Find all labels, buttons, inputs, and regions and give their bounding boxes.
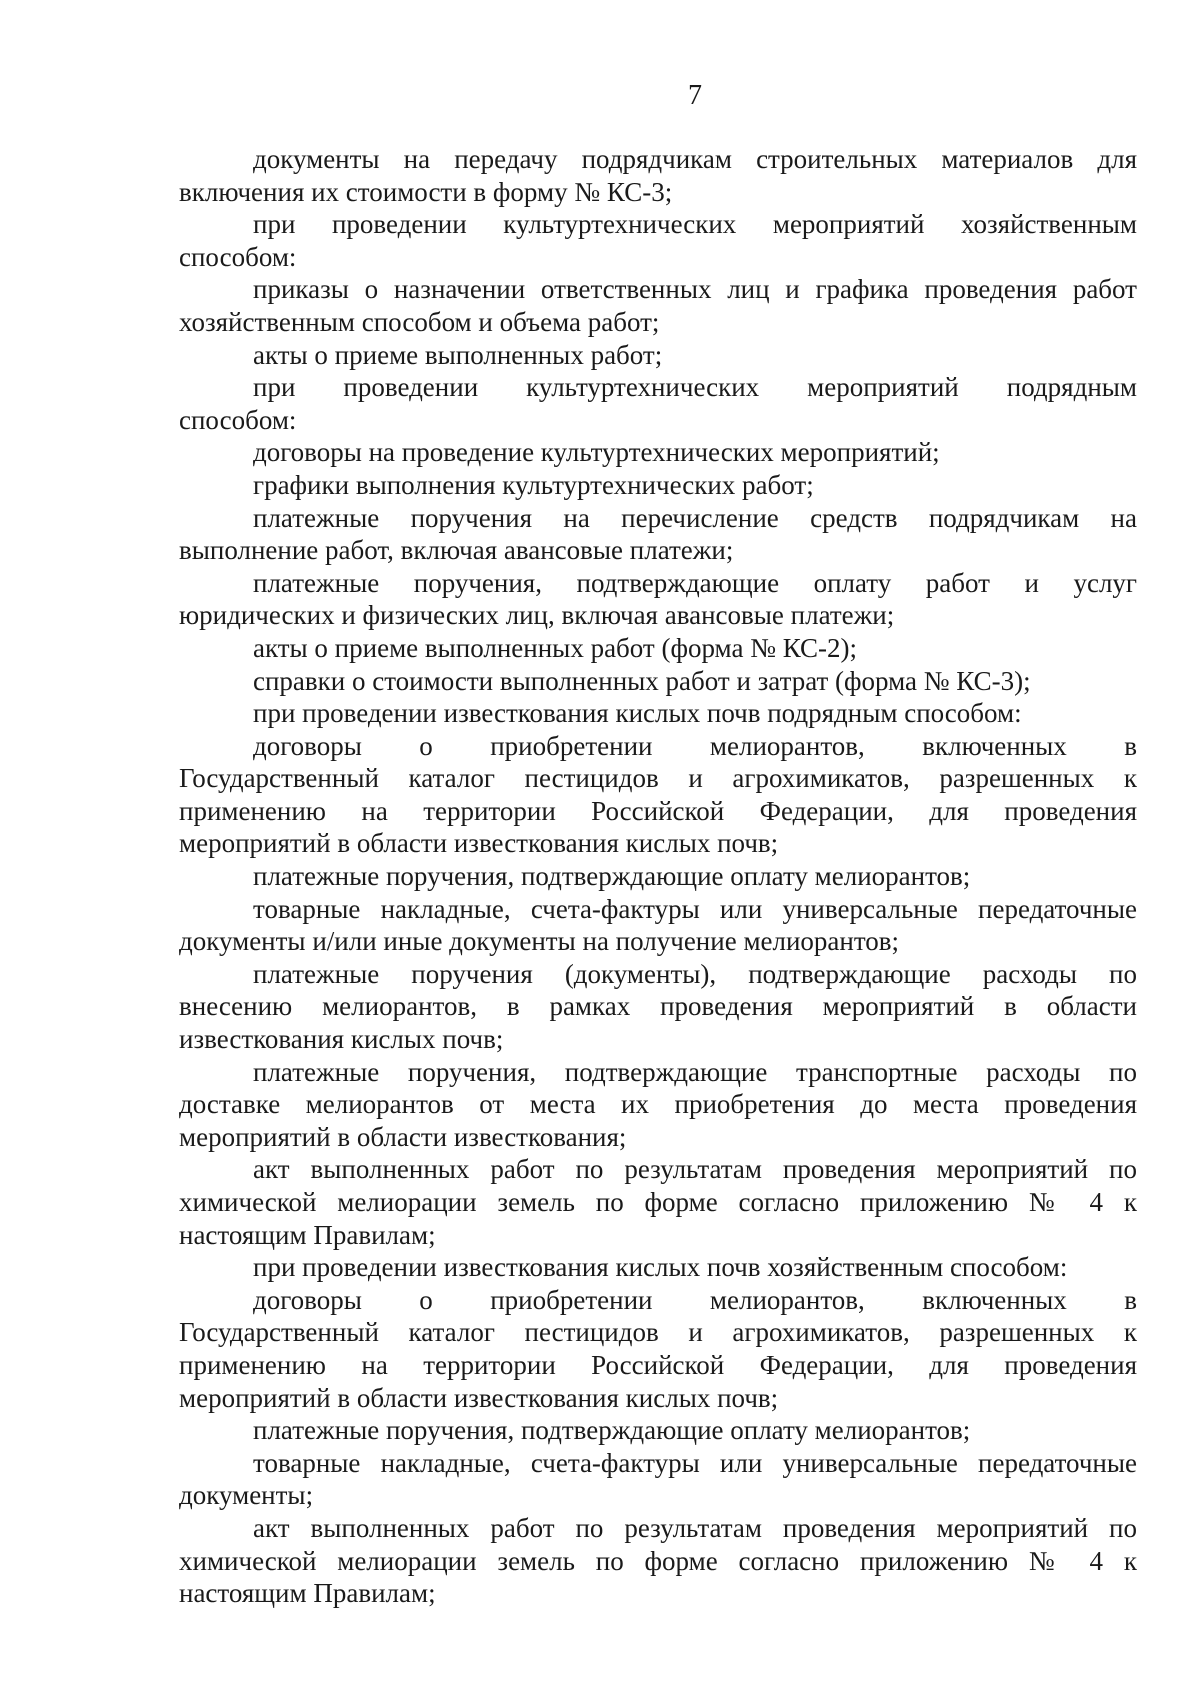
paragraph [179, 893, 1137, 958]
text-line: при проведении культуртехнических мероприятий хозяйственным [253, 209, 1137, 240]
text-line: платежные поручения, подтверждающие оплату мелиорантов; [253, 861, 971, 892]
text-line: договоры на проведение культуртехнических мероприятий; [253, 437, 940, 468]
paragraph [179, 1414, 1137, 1447]
text-line: настоящим Правилам; [179, 1219, 436, 1250]
text-line: договоры о приобретении мелиорантов, включенных в [253, 730, 1137, 761]
text-line: внесению мелиорантов, в рамках проведения мероприятий в области [179, 991, 1137, 1022]
paragraph [179, 1284, 1137, 1414]
text-line: применению на территории Российской Федерации, для проведения [179, 1349, 1137, 1380]
text-line: товарные накладные, счета-фактуры или универсальные передаточные [253, 1447, 1137, 1478]
text-line: платежные поручения (документы), подтверждающие расходы по [253, 958, 1137, 989]
text-line: документы; [179, 1480, 314, 1511]
text-line: мероприятий в области известкования кислых почв; [179, 828, 779, 859]
text-line: акт выполненных работ по результатам проведения мероприятий по [253, 1154, 1137, 1185]
paragraph [179, 502, 1137, 567]
paragraph [179, 1056, 1137, 1154]
text-line: способом: [179, 241, 297, 272]
paragraph [179, 436, 1137, 469]
text-line: при проведении известкования кислых почв хозяйственным способом: [253, 1252, 1068, 1283]
page-number: 7 [688, 80, 702, 111]
text-line: справки о стоимости выполненных работ и затрат (форма № КС-3); [253, 665, 1031, 696]
text-line: графики выполнения культуртехнических работ; [253, 469, 814, 500]
text-line: приказы о назначении ответственных лиц и графика проведения работ [253, 274, 1137, 305]
text-line: химической мелиорации земель по форме согласно приложению № 4 к [179, 1545, 1137, 1576]
text-line: Государственный каталог пестицидов и агрохимикатов, разрешенных к [179, 1317, 1137, 1348]
paragraph [179, 860, 1137, 893]
paragraph [179, 1512, 1137, 1610]
paragraph [179, 208, 1137, 273]
document-body [179, 143, 1137, 1610]
paragraph [179, 665, 1137, 698]
paragraph [179, 958, 1137, 1056]
paragraph [179, 697, 1137, 730]
paragraph [179, 371, 1137, 436]
text-line: платежные поручения на перечисление средств подрядчикам на [253, 502, 1137, 533]
text-line: мероприятий в области известкования кислых почв; [179, 1382, 779, 1413]
text-line: платежные поручения, подтверждающие оплату мелиорантов; [253, 1415, 971, 1446]
text-line: документы и/или иные документы на получение мелиорантов; [179, 926, 900, 957]
paragraph [179, 469, 1137, 502]
text-line: акты о приеме выполненных работ; [253, 339, 663, 370]
paragraph [179, 339, 1137, 372]
text-line: платежные поручения, подтверждающие транспортные расходы по [253, 1056, 1137, 1087]
text-line: при проведении культуртехнических мероприятий подрядным [253, 372, 1137, 403]
text-line: включения их стоимости в форму № КС-3; [179, 176, 673, 207]
text-line: Государственный каталог пестицидов и агрохимикатов, разрешенных к [179, 763, 1137, 794]
paragraph [179, 567, 1137, 632]
text-line: акты о приеме выполненных работ (форма № КС-2); [253, 632, 858, 663]
text-line: доставке мелиорантов от места их приобретения до места проведения [179, 1089, 1137, 1120]
text-line: акт выполненных работ по результатам проведения мероприятий по [253, 1512, 1137, 1543]
paragraph [179, 273, 1137, 338]
paragraph [179, 730, 1137, 860]
text-line: хозяйственным способом и объема работ; [179, 306, 660, 337]
text-line: при проведении известкования кислых почв подрядным способом: [253, 698, 1022, 729]
paragraph [179, 1251, 1137, 1284]
text-line: платежные поручения, подтверждающие оплату работ и услуг [253, 567, 1137, 598]
paragraph [179, 1447, 1137, 1512]
text-line: мероприятий в области известкования; [179, 1121, 627, 1152]
paragraph [179, 143, 1137, 208]
paragraph [179, 632, 1137, 665]
text-line: договоры о приобретении мелиорантов, включенных в [253, 1284, 1137, 1315]
text-line: юридических и физических лиц, включая авансовые платежи; [179, 600, 895, 631]
text-line: способом: [179, 404, 297, 435]
paragraph [179, 1153, 1137, 1251]
text-line: настоящим Правилам; [179, 1578, 436, 1609]
text-line: выполнение работ, включая авансовые платежи; [179, 535, 734, 566]
text-line: документы на передачу подрядчикам строительных материалов для [253, 144, 1137, 174]
text-line: применению на территории Российской Федерации, для проведения [179, 795, 1137, 826]
text-line: товарные накладные, счета-фактуры или универсальные передаточные [253, 893, 1137, 924]
text-line: известкования кислых почв; [179, 1024, 504, 1055]
text-line: химической мелиорации земель по форме согласно приложению № 4 к [179, 1187, 1137, 1217]
